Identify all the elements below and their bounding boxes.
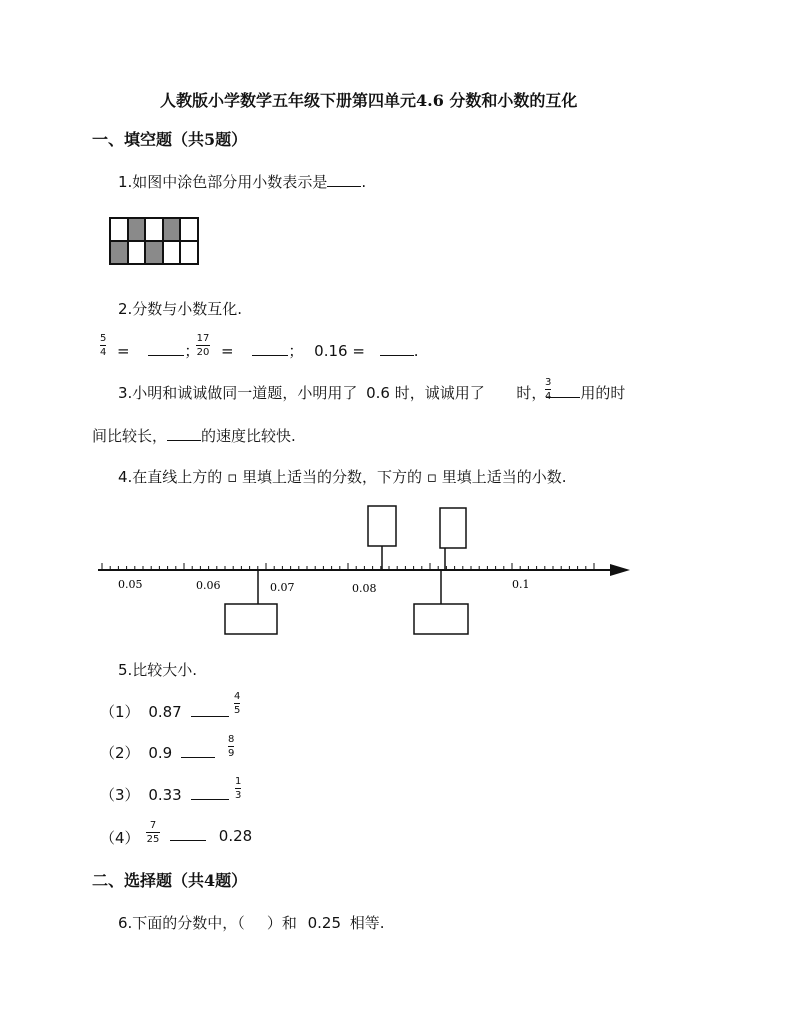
compare-item-4-tail: 0.28 [170,827,252,845]
answer-blank[interactable] [191,716,229,717]
tick-label: 0.07 [270,581,295,594]
question-3-line-2: 间比较长， 的速度比较快. [92,427,296,445]
grid-cell [145,218,163,241]
answer-blank[interactable] [181,757,215,758]
fraction-3-4: 3 4 [545,377,552,402]
fraction-answer-box [368,506,396,546]
grid-cell [110,218,128,241]
question-3-line-1: 3.小明和诚诚做同一道题，小明用了 0.6 时，诚诚用了 时， 用的时 [118,384,626,402]
shaded-grid-figure [109,217,199,265]
tick-label: 0.08 [352,582,377,595]
fraction-4-5: 4 5 [234,691,241,716]
number-line-ticks [102,563,594,570]
page-title: 人教版小学数学五年级下册第四单元4.6 分数和小数的互化 [160,91,578,110]
fraction-7-25: 7 25 [146,820,160,845]
answer-blank[interactable] [252,355,288,356]
grid-cell [180,241,198,264]
question-2-line-b: = ； 0.16 = . [221,342,419,360]
tick-label: 0.06 [196,579,221,592]
compare-item-3: （3） 0.33 [100,784,229,805]
question-5-text: 5.比较大小. [118,661,198,679]
section-heading-fill-in: 一、填空题（共5题） [92,130,248,149]
question-2-line: = ； [117,342,200,360]
fraction-1-3: 1 3 [235,776,242,801]
compare-item-2: （2） 0.9 [100,742,215,763]
arrow-icon [610,564,630,576]
shaded-cell [163,218,181,241]
compare-item-1: （1） 0.87 [100,701,229,722]
answer-blank[interactable] [148,355,184,356]
fraction-17-20: 17 20 [196,333,210,358]
grid-cell [180,218,198,241]
grid-cell [163,241,181,264]
answer-blank[interactable] [170,840,206,841]
compare-item-4: （4） [100,829,140,847]
section-heading-choice: 二、选择题（共4题） [92,871,248,890]
decimal-answer-box [225,604,277,634]
grid-cell [128,241,146,264]
tick-label: 0.05 [118,578,143,591]
answer-blank[interactable] [191,799,229,800]
question-1: 1.如图中涂色部分用小数表示是 . [118,173,367,191]
question-4-text: 4.在直线上方的 ▫ 里填上适当的分数，下方的 ▫ 里填上适当的小数. [118,468,567,486]
tick-label: 0.1 [512,578,530,591]
answer-blank[interactable] [167,440,201,441]
shaded-cell [145,241,163,264]
answer-blank[interactable] [380,355,414,356]
decimal-answer-box [414,604,468,634]
shaded-cell [110,241,128,264]
fraction-8-9: 8 9 [228,734,235,759]
answer-blank[interactable] [327,186,361,187]
question-2-text: 2.分数与小数互化. [118,300,243,318]
question-6: 6.下面的分数中，（ ）和 0.25 相等. [118,914,385,932]
shaded-cell [128,218,146,241]
fraction-answer-box [440,508,466,548]
fraction-5-4: 5 4 [100,333,107,358]
number-line-figure [0,500,700,640]
answer-blank[interactable] [546,397,580,398]
question-1-text: 1.如图中涂色部分用小数表示是 [118,173,328,191]
